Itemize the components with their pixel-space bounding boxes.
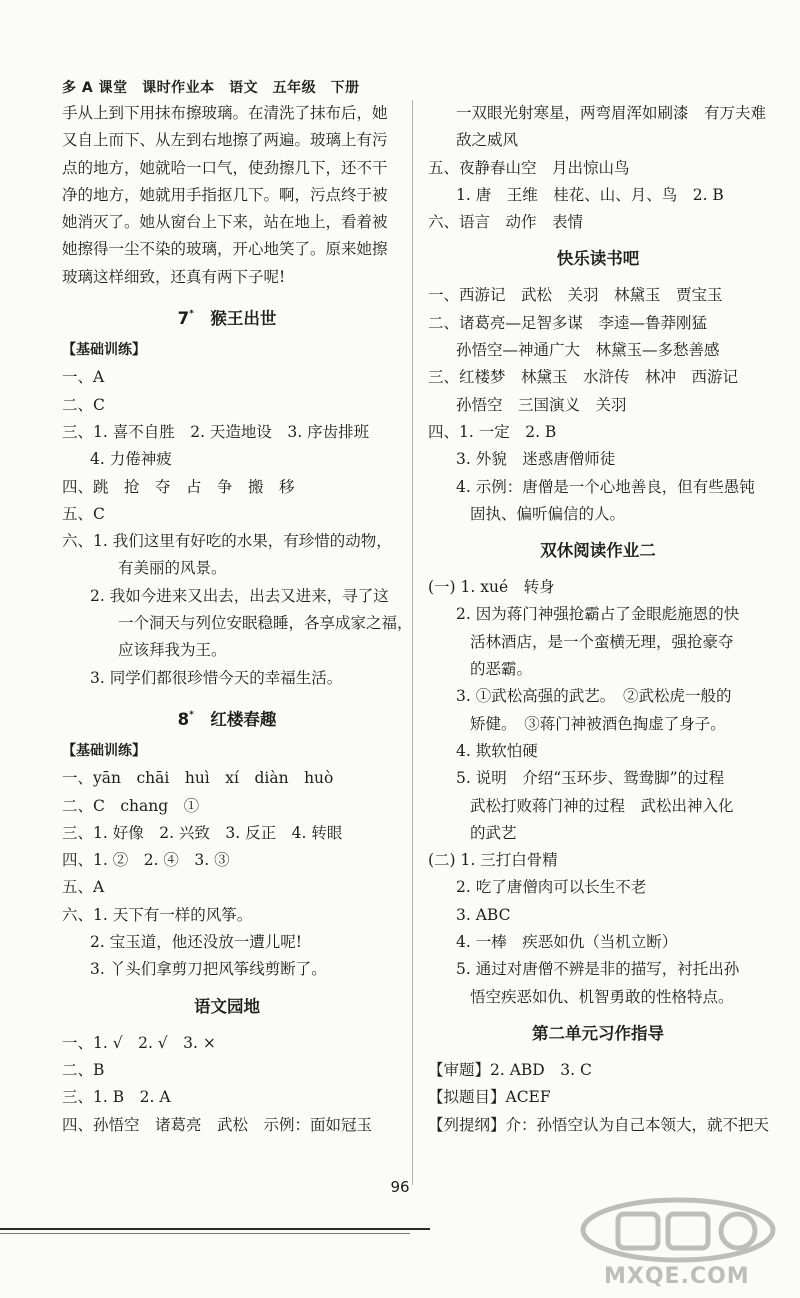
answer-line: 六、语言 动作 表情 [428,213,584,232]
answer-line: 2. 我如今进来又出去，出去又进来，寻了这 [90,586,389,605]
section-tag: 【基础训练】 [62,342,146,359]
right-column [428,100,768,1139]
answer-line: 3. ①武松高强的武艺。 ②武松虎一般的 [456,687,732,706]
answer-line: 五、A [62,878,105,897]
answer-line: 2. 吃了唐僧肉可以长生不老 [456,878,647,897]
answer-line: (一) 1. xué 转身 [428,578,555,597]
text-line: 点的地方，她就哈一口气，使劲擦几下，还不干 [62,158,388,177]
left-column [62,100,413,1139]
answer-line: 的武艺 [470,823,517,842]
answer-line: 5. 通过对唐僧不辨是非的描写，衬托出孙 [456,960,740,979]
answer-line: 4. 示例：唐僧是一个心地善良，但有些愚钝 [456,477,755,496]
answer-line: 有美丽的风景。 [118,559,227,578]
answer-line: 孙悟空—神通广大 林黛玉—多愁善感 [456,341,720,360]
answer-line: 4. 力倦神疲 [90,450,172,469]
footer-rule-thin [0,1233,410,1234]
section-tag: 【基础训练】 [62,742,146,759]
answer-line: 六、1. 天下有一样的风筝。 [62,905,253,924]
watermark-logo [548,1196,798,1294]
answer-line: 三、1. B 2. A [62,1088,171,1107]
answer-line: 一、A [62,368,105,387]
answer-line: 悟空疾恶如仇、机智勇敢的性格特点。 [470,987,734,1006]
answer-line: 一双眼光射寒星，两弯眉浑如刷漆 有万夫难 [456,104,767,122]
answer-line: 固执、偏听偏信的人。 [470,504,626,523]
answer-line: 应该拜我为王。 [118,641,227,660]
answer-line: 【审题】2. ABD 3. C [428,1060,592,1079]
lesson-number: 8 [177,709,190,729]
star-mark: * [189,709,194,720]
answer-line: 3. 丫头们拿剪刀把风筝线剪断了。 [90,960,327,979]
answer-line: 二、C [62,395,105,414]
section-heading-yuwen-yuandi: 语文园地 [194,996,260,1016]
answer-line: 的恶霸。 [470,660,533,679]
text-line: 手从上到下用抹布擦玻璃。在清洗了抹布后，她 [62,104,388,122]
answer-line: 二、C chang ① [62,796,200,815]
answer-line: 四、孙悟空 诸葛亮 武松 示例：面如冠玉 [62,1115,373,1134]
text-line: 她擦得一尘不染的玻璃，开心地笑了。原来她擦 [62,240,388,259]
answer-line: 2. 因为蒋门神强抢霸占了金眼彪施恩的快 [456,605,740,624]
answer-line: 3. ABC [456,905,511,924]
section-heading-8 [62,692,392,738]
answer-line: 敌之威风 [456,131,519,150]
answer-line: 二、B [62,1060,105,1079]
page-number: 96 [390,1178,410,1196]
text-line: 她消灭了。她从窗台上下来，站在地上，看着被 [62,213,388,232]
answer-line: 四、1. ② 2. ④ 3. ③ [62,851,230,870]
section-heading-writing-guide: 第二单元习作指导 [532,1023,664,1043]
answer-line: 一个洞天与列位安眠稳睡，各享成家之福， [118,614,413,633]
answer-line: 4. 一棒 疾恶如仇（当机立断） [456,933,678,952]
answer-line: 五、C [62,504,105,523]
answer-line: 孙悟空 三国演义 关羽 [456,395,627,414]
answer-line: 一、yān chāi huì xí diàn huò [62,769,334,788]
answer-line: 三、1. 好像 2. 兴致 3. 反正 4. 转眼 [62,823,343,842]
answer-line: 【列提纲】介：孙悟空认为自己本领大，就不把天 [428,1115,770,1134]
answer-line: 三、1. 喜不自胜 2. 天造地设 3. 序齿排班 [62,422,370,441]
answer-line: 六、1. 我们这里有好吃的水果，有珍惜的动物， [62,532,392,551]
answer-line: 活林酒店，是一个蛮横无理，强抢豪夺 [470,632,734,651]
text-line: 玻璃这样细致，还真有两下子呢! [62,267,286,286]
star-mark: * [189,309,194,320]
answer-line: 一、西游记 武松 关羽 林黛玉 贾宝玉 [428,286,723,305]
answer-paragraph [62,100,392,291]
answer-line: (二) 1. 三打白骨精 [428,851,558,870]
answer-line: 四、跳 抢 夺 占 争 搬 移 [62,477,295,496]
section-heading-weekend-reading: 双休阅读作业二 [540,541,656,561]
answer-line: 二、诸葛亮—足智多谋 李逵—鲁莽刚猛 [428,313,708,332]
column-divider [412,100,413,1185]
answer-line: 四、1. 一定 2. B [428,422,557,441]
text-line: 又自上而下、从左到右地擦了两遍。玻璃上有污 [62,131,388,150]
text-line: 净的地方，她就用手指抠几下。啊，污点终于被 [62,185,388,204]
answer-line: 【拟题目】ACEF [428,1088,551,1107]
watermark-text: MXQE.COM [604,1264,750,1289]
section-heading-happy-reading: 快乐读书吧 [556,249,640,269]
book-header: 多 A 课堂 课时作业本 语文 五年级 下册 [62,80,360,96]
footer-rule [0,1228,430,1230]
answer-line: 5. 说明 介绍“玉环步、鸳鸯脚”的过程 [456,769,725,788]
answer-line: 三、红楼梦 林黛玉 水浒传 林冲 西游记 [428,368,739,387]
section-heading-7 [62,291,392,337]
answer-line: 4. 欺软怕硬 [456,741,538,760]
answer-line: 五、夜静春山空 月出惊山鸟 [428,158,630,177]
answer-line: 2. 宝玉道，他还没放一遭儿呢! [90,933,302,952]
lesson-title: 猴王出世 [210,309,277,329]
answer-line: 一、1. √ 2. √ 3. × [62,1033,216,1052]
answer-line: 武松打败蒋门神的过程 武松出神入化 [470,796,734,815]
answer-line: 3. 同学们都很珍惜今天的幸福生活。 [90,668,343,687]
answer-line: 1. 唐 王维 桂花、山、月、鸟 2. B [456,185,724,204]
answer-line: 矫健。 ③蒋门神被酒色掏虚了身子。 [470,714,726,733]
lesson-number: 7 [177,309,190,329]
answer-line: 3. 外貌 迷惑唐僧师徒 [456,450,616,469]
lesson-title: 红楼春趣 [210,709,277,729]
